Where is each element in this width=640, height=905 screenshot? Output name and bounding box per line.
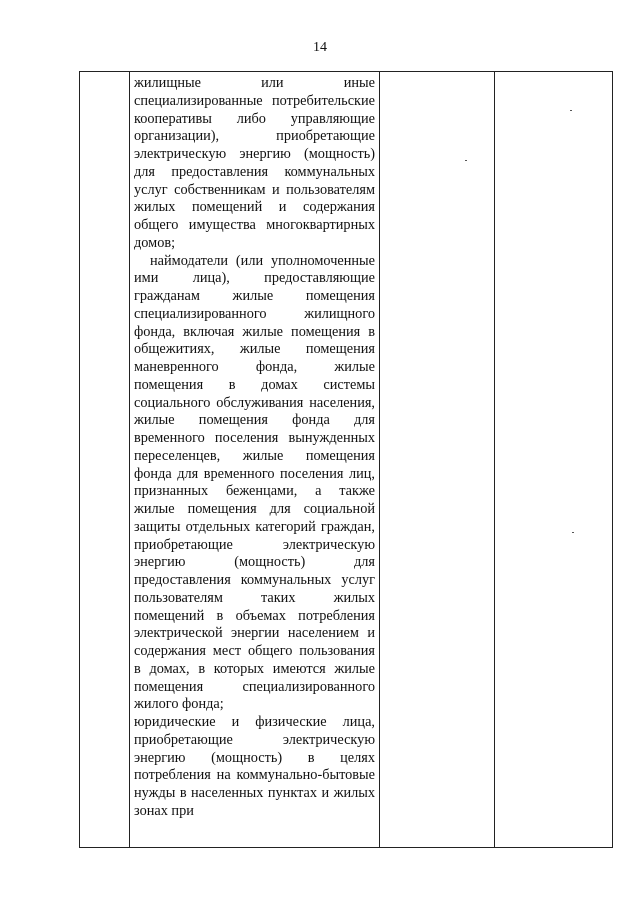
paragraph-landlords: наймодатели (или уполномоченные ими лица), предоставляющие гражданам жилые помещения специализированного жилищного фонда, включая жилые помещения в общежитиях, жилые помещения маневренного фонда, жилые помещения в домах системы социального обслуживания населения, жилые помещения фонда для временного поселения вынужденных переселенцев, жилые помещения фонда для временного поселения лиц, признанных беженцами, а также жилые помещения для социальной защиты отдельных категорий граждан, приобретающие электрическую энергию (мощность) для предоставления коммунальных услуг пользователям таких жилых помещений в объемах потребления электрической энергии населением и содержания мест общего пользования в домах, в которых имеются жилые помещения специализированного жилого фонда; — [134, 252, 375, 713]
document-table — [79, 71, 613, 848]
table-row — [80, 72, 613, 848]
paragraph-cooperatives: жилищные или иные специализированные потребительские кооперативы либо управляющие организации), приобретающие электрическую энергию (мощность) для предоставления коммунальных услуг собственникам и пользователям жилых помещений и содержания общего имущества многоквартирных домов; — [134, 75, 375, 251]
table-cell-col3 — [380, 72, 495, 848]
page-number: 14 — [313, 40, 327, 55]
description-text — [130, 72, 379, 821]
table-cell-col4 — [495, 72, 613, 848]
table-cell-description — [130, 72, 380, 848]
table-cell-number — [80, 72, 130, 848]
scan-speck — [572, 532, 574, 533]
scan-speck — [465, 160, 467, 161]
paragraph-legal-entities: юридические и физические лица, приобретающие электрическую энергию (мощность) в целях потребления на коммунально-бытовые нужды в населенных пунктах и жилых зонах при — [134, 714, 375, 819]
scan-speck — [570, 110, 572, 111]
